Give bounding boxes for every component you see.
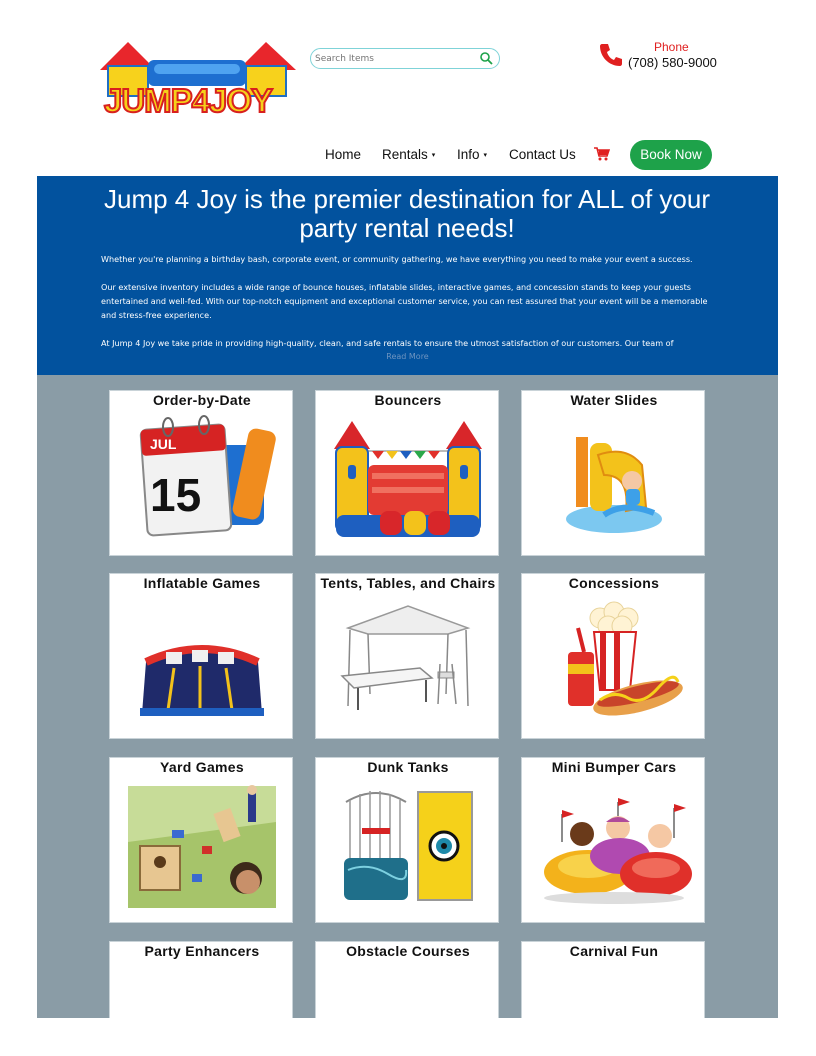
card-title: Obstacle Courses xyxy=(346,943,470,959)
category-card-mini-bumper-cars[interactable] xyxy=(521,757,705,923)
card-title: Carnival Fun xyxy=(569,943,659,959)
search-input[interactable] xyxy=(315,51,475,67)
card-title: Water Slides xyxy=(570,392,658,408)
card-title: Tents, Tables, and Chairs xyxy=(320,575,496,591)
phone-number[interactable]: (708) 580-9000 xyxy=(628,55,717,70)
card-title: Mini Bumper Cars xyxy=(551,759,677,775)
category-card-water-slides[interactable] xyxy=(521,390,705,556)
search-box[interactable] xyxy=(310,48,500,69)
hero-banner xyxy=(37,176,778,375)
nav-contact-us[interactable]: Contact Us xyxy=(509,147,576,162)
category-card-tents-tables-chairs[interactable] xyxy=(315,573,499,739)
card-title: Concessions xyxy=(568,575,660,591)
bumper-cars-icon xyxy=(534,782,694,912)
jump4joy-logo[interactable] xyxy=(100,38,312,118)
category-card-order-by-date[interactable] xyxy=(109,390,293,556)
chevron-down-icon: ▾ xyxy=(431,152,436,160)
water-slide-icon xyxy=(534,415,694,545)
read-more-link[interactable]: Read More xyxy=(386,352,429,361)
category-card-yard-games[interactable] xyxy=(109,757,293,923)
calendar-day: 15 xyxy=(150,469,202,521)
category-card-carnival-fun[interactable] xyxy=(521,941,705,1018)
card-title: Party Enhancers xyxy=(144,943,260,959)
phone-icon xyxy=(598,42,624,68)
search-icon[interactable] xyxy=(479,51,493,65)
popcorn-hotdog-icon xyxy=(534,598,694,728)
nav-rentals[interactable] xyxy=(382,147,435,162)
category-card-concessions[interactable] xyxy=(521,573,705,739)
card-title: Dunk Tanks xyxy=(367,759,449,775)
logo-text: JUMP4JOY xyxy=(104,82,273,118)
category-grid xyxy=(37,375,778,1018)
nav-rentals-label: Rentals xyxy=(382,147,428,162)
chevron-down-icon: ▾ xyxy=(483,152,488,160)
hero-paragraph-1: Whether you're planning a birthday bash, corporate event, or community gathering, we have everything you need to make your event a success. xyxy=(101,254,693,264)
bounce-house-icon xyxy=(328,415,488,545)
card-title: Order-by-Date xyxy=(152,392,252,408)
category-card-dunk-tanks[interactable] xyxy=(315,757,499,923)
hero-title: Jump 4 Joy is the premier destination for ALL of your party rental needs! xyxy=(103,184,710,243)
nav-info[interactable] xyxy=(457,147,487,162)
calendar-icon xyxy=(122,415,282,545)
hero-paragraph-2: Our extensive inventory includes a wide range of bounce houses, inflatable slides, interactive games, and concession stands to keep your guests entertained and well-fed. With our top-notch equipment and exceptional customer service, you can rest assured that your event will be a memorable and stress-free experience. xyxy=(101,282,708,320)
card-title: Yard Games xyxy=(160,759,244,775)
hero-paragraph-3: At Jump 4 Joy we take pride in providing high-quality, clean, and safe rentals to ensure the utmost satisfaction of our customers. Our team of xyxy=(101,338,674,348)
basketball-game-icon xyxy=(122,598,282,728)
category-card-obstacle-courses[interactable] xyxy=(315,941,499,1018)
calendar-month: JUL xyxy=(150,436,177,452)
category-card-party-enhancers[interactable] xyxy=(109,941,293,1018)
cart-icon[interactable] xyxy=(594,147,610,161)
card-title: Inflatable Games xyxy=(143,575,261,591)
nav-info-label: Info xyxy=(457,147,480,162)
category-card-inflatable-games[interactable] xyxy=(109,573,293,739)
phone-label: Phone xyxy=(654,40,689,54)
cornhole-icon xyxy=(122,782,282,912)
category-card-bouncers[interactable] xyxy=(315,390,499,556)
nav-home[interactable]: Home xyxy=(325,147,362,162)
card-title: Bouncers xyxy=(374,392,442,408)
tent-icon xyxy=(328,598,488,728)
dunk-tank-icon xyxy=(328,782,488,912)
book-now-button[interactable]: Book Now xyxy=(630,140,712,170)
